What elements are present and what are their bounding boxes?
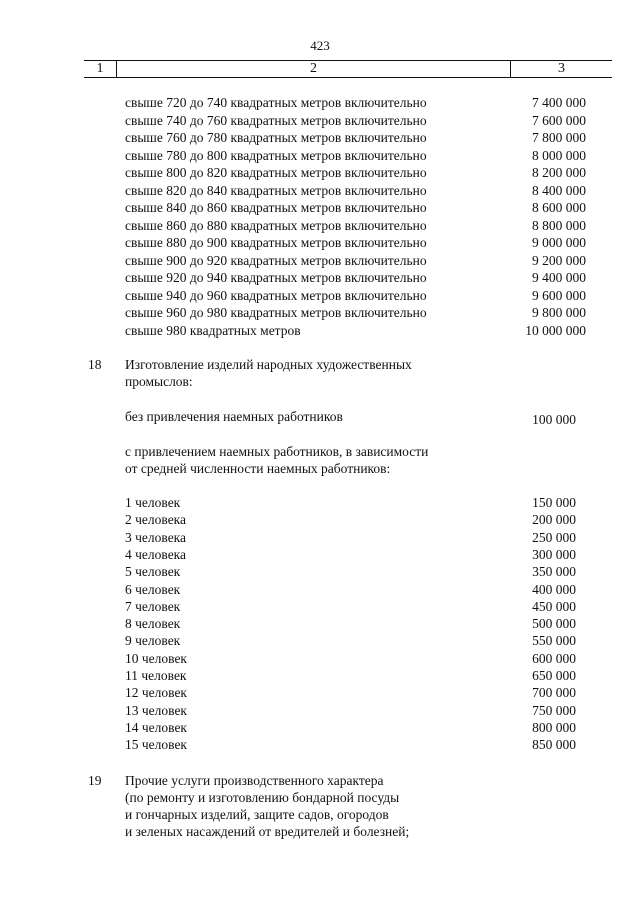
worker-row-value: 150 000 <box>532 495 576 510</box>
item-19-line-3: и гончарных изделий, защите садов, огородов <box>125 807 389 822</box>
worker-row-value: 750 000 <box>532 702 576 718</box>
worker-row-value: 700 000 <box>532 685 576 701</box>
header-col-2: 2 <box>310 61 317 76</box>
area-row-text: свыше 820 до 840 квадратных метров включительно <box>125 182 427 198</box>
worker-row-text: 2 человека <box>125 512 187 528</box>
worker-row-text: 5 человек <box>125 564 181 580</box>
no-hire-value: 100 000 <box>532 412 576 427</box>
item-19-number: 19 <box>88 773 102 788</box>
table-header <box>84 60 612 77</box>
area-row-value: 7 800 000 <box>532 130 586 145</box>
header-col-1: 1 <box>96 61 104 76</box>
item-18-title-line-1: Изготовление изделий народных художественных <box>125 357 412 372</box>
area-row-text: свыше 960 до 980 квадратных метров включительно <box>125 305 427 320</box>
worker-row-text: 8 человек <box>125 616 181 632</box>
worker-row-text: 15 человек <box>125 737 187 753</box>
worker-row-text: 12 человек <box>125 685 187 701</box>
worker-row-value: 600 000 <box>532 650 576 666</box>
area-row-text: свыше 880 до 900 квадратных метров включительно <box>125 235 427 250</box>
area-row-text: свыше 840 до 860 квадратных метров включительно <box>125 200 427 215</box>
worker-row-text: 7 человек <box>125 598 181 614</box>
worker-row-value: 450 000 <box>532 598 576 614</box>
item-19-line-4: и зеленых насаждений от вредителей и болезней; <box>125 824 410 839</box>
worker-row-text: 14 человек <box>125 719 187 735</box>
worker-row-value: 500 000 <box>532 616 576 632</box>
area-row-text: свыше 900 до 920 квадратных метров включительно <box>125 252 427 268</box>
area-row-value: 9 400 000 <box>532 270 586 285</box>
worker-row-value: 550 000 <box>532 633 576 649</box>
area-row-value: 9 200 000 <box>532 252 586 268</box>
page-number: 423 <box>310 38 330 53</box>
item-18-number: 18 <box>88 357 102 372</box>
area-row-value: 7 400 000 <box>532 95 586 110</box>
area-row-value: 8 200 000 <box>532 165 586 180</box>
worker-row-value: 850 000 <box>532 737 576 753</box>
worker-row-text: 4 человека <box>125 546 187 562</box>
worker-row-value: 400 000 <box>532 581 576 597</box>
area-row-text: свыше 720 до 740 квадратных метров включительно <box>125 95 427 110</box>
worker-row-value: 350 000 <box>532 564 576 580</box>
item-19-line-2: (по ремонту и изготовлению бондарной посуды <box>125 790 400 805</box>
area-row-value: 9 000 000 <box>532 235 586 250</box>
worker-row-text: 3 человека <box>125 529 187 545</box>
worker-row-value: 200 000 <box>532 512 576 528</box>
area-row-text: свыше 740 до 760 квадратных метров включительно <box>125 112 427 128</box>
area-row-text: свыше 920 до 940 квадратных метров включительно <box>125 270 427 285</box>
header-bottom-border <box>84 77 612 78</box>
header-col-3: 3 <box>558 61 565 76</box>
area-row-value: 8 800 000 <box>532 217 586 233</box>
area-row-value: 7 600 000 <box>532 112 586 128</box>
worker-row-value: 650 000 <box>532 668 576 683</box>
worker-row-text: 9 человек <box>125 633 181 649</box>
area-row-text: свыше 980 квадратных метров <box>125 322 301 338</box>
worker-row-text: 6 человек <box>125 581 181 597</box>
hire-text-line-1: с привлечением наемных работников, в зависимости <box>125 444 429 459</box>
worker-row-value: 300 000 <box>532 546 576 562</box>
item-18-title-line-2: промыслов: <box>125 374 193 389</box>
area-row-value: 10 000 000 <box>525 322 586 338</box>
worker-row-value: 800 000 <box>532 719 576 735</box>
area-row-value: 8 000 000 <box>532 147 586 163</box>
worker-row-text: 10 человек <box>125 650 187 666</box>
area-row-text: свыше 860 до 880 квадратных метров включительно <box>125 217 427 233</box>
worker-row-text: 13 человек <box>125 702 187 718</box>
area-row-value: 8 600 000 <box>532 200 586 215</box>
area-row-value: 8 400 000 <box>532 182 586 198</box>
area-row-value: 9 800 000 <box>532 305 586 320</box>
area-row-text: свыше 940 до 960 квадратных метров включительно <box>125 287 427 303</box>
worker-row-value: 250 000 <box>532 529 576 545</box>
area-row-text: свыше 760 до 780 квадратных метров включительно <box>125 130 427 145</box>
worker-row-text: 11 человек <box>125 668 187 683</box>
area-row-text: свыше 800 до 820 квадратных метров включительно <box>125 165 427 180</box>
worker-row-text: 1 человек <box>125 495 181 510</box>
hire-text-line-2: от средней численности наемных работников: <box>125 461 391 476</box>
area-row-text: свыше 780 до 800 квадратных метров включительно <box>125 147 427 163</box>
item-19-line-1: Прочие услуги производственного характера <box>125 773 384 788</box>
area-row-value: 9 600 000 <box>532 287 586 303</box>
no-hire-text: без привлечения наемных работников <box>125 409 343 424</box>
